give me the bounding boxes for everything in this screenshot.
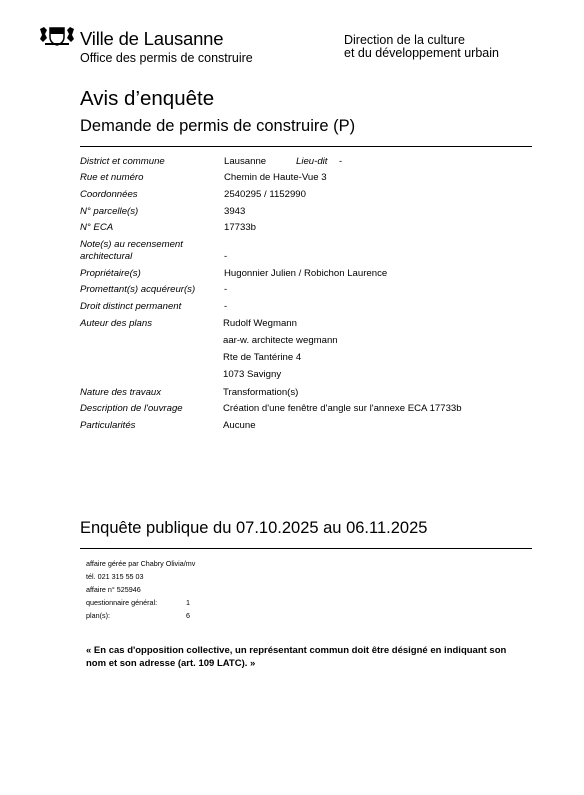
notes-value: -: [224, 251, 228, 262]
enquete-period: Enquête publique du 07.10.2025 au 06.11.2025: [80, 519, 428, 537]
plans-label: plan(s):: [86, 611, 110, 620]
particularities-value: Aucune: [223, 420, 256, 431]
owner-value: Hugonnier Julien / Robichon Laurence: [224, 268, 388, 279]
questionnaire-value: 1: [186, 598, 190, 607]
parcel-value: 3943: [224, 206, 246, 217]
org-subtitle: Office des permis de construire: [80, 51, 253, 65]
coords-label: Coordonnées: [80, 189, 138, 200]
eca-value: 17733b: [224, 222, 257, 233]
owner-label: Propriétaire(s): [80, 268, 141, 279]
particularities-label: Particularités: [80, 420, 136, 431]
phone: tél. 021 315 55 03: [86, 572, 144, 581]
department-line1: Direction de la culture: [344, 33, 465, 47]
ddp-value: -: [224, 301, 228, 312]
ddp-label: Droit distinct permanent: [80, 301, 182, 312]
lausanne-coat-of-arms-icon: [38, 26, 76, 46]
questionnaire-label: questionnaire général:: [86, 598, 158, 607]
lieudit-label: Lieu-dit: [296, 156, 328, 167]
description-label: Description de l'ouvrage: [80, 403, 183, 414]
promoter-label: Promettant(s) acquéreur(s): [80, 284, 196, 295]
description-value: Création d'une fenêtre d'angle sur l'annexe ECA 17733b: [223, 403, 462, 414]
author-line2: aar-w. architecte wegmann: [223, 335, 338, 346]
district-label: District et commune: [80, 156, 165, 167]
street-value: Chemin de Haute-Vue 3: [224, 172, 327, 183]
street-label: Rue et numéro: [80, 172, 144, 183]
page-title: Avis d’enquête: [80, 87, 215, 110]
notes-label-line2: architectural: [80, 251, 133, 262]
author-line4: 1073 Savigny: [223, 369, 282, 380]
eca-label: N° ECA: [80, 222, 114, 233]
org-name: Ville de Lausanne: [80, 28, 224, 49]
page-subtitle: Demande de permis de construire (P): [80, 117, 356, 135]
works-label: Nature des travaux: [80, 387, 162, 398]
notes-label-line1: Note(s) au recensement: [80, 239, 183, 250]
managed-by: affaire gérée par Chabry Olivia/mv: [86, 559, 196, 568]
case-number: affaire n° 525946: [86, 585, 141, 594]
district-value: Lausanne: [224, 156, 267, 167]
author-line3: Rte de Tantérine 4: [223, 352, 302, 363]
enquete-divider: [80, 548, 532, 549]
author-line1: Rudolf Wegmann: [223, 318, 297, 329]
parcel-label: N° parcelle(s): [80, 206, 139, 217]
lieudit-value: -: [339, 156, 343, 167]
department-line2: et du développement urbain: [344, 46, 499, 60]
promoter-value: -: [224, 284, 228, 295]
title-divider: [80, 146, 532, 147]
opposition-notice: « En cas d'opposition collective, un représentant commun doit être désigné en indiquant son nom et son adresse (art. 109 LATC). »: [86, 645, 507, 669]
plans-value: 6: [186, 611, 190, 620]
author-label: Auteur des plans: [80, 318, 152, 329]
works-value: Transformation(s): [223, 387, 299, 398]
coords-value: 2540295 / 1152990: [224, 189, 306, 200]
